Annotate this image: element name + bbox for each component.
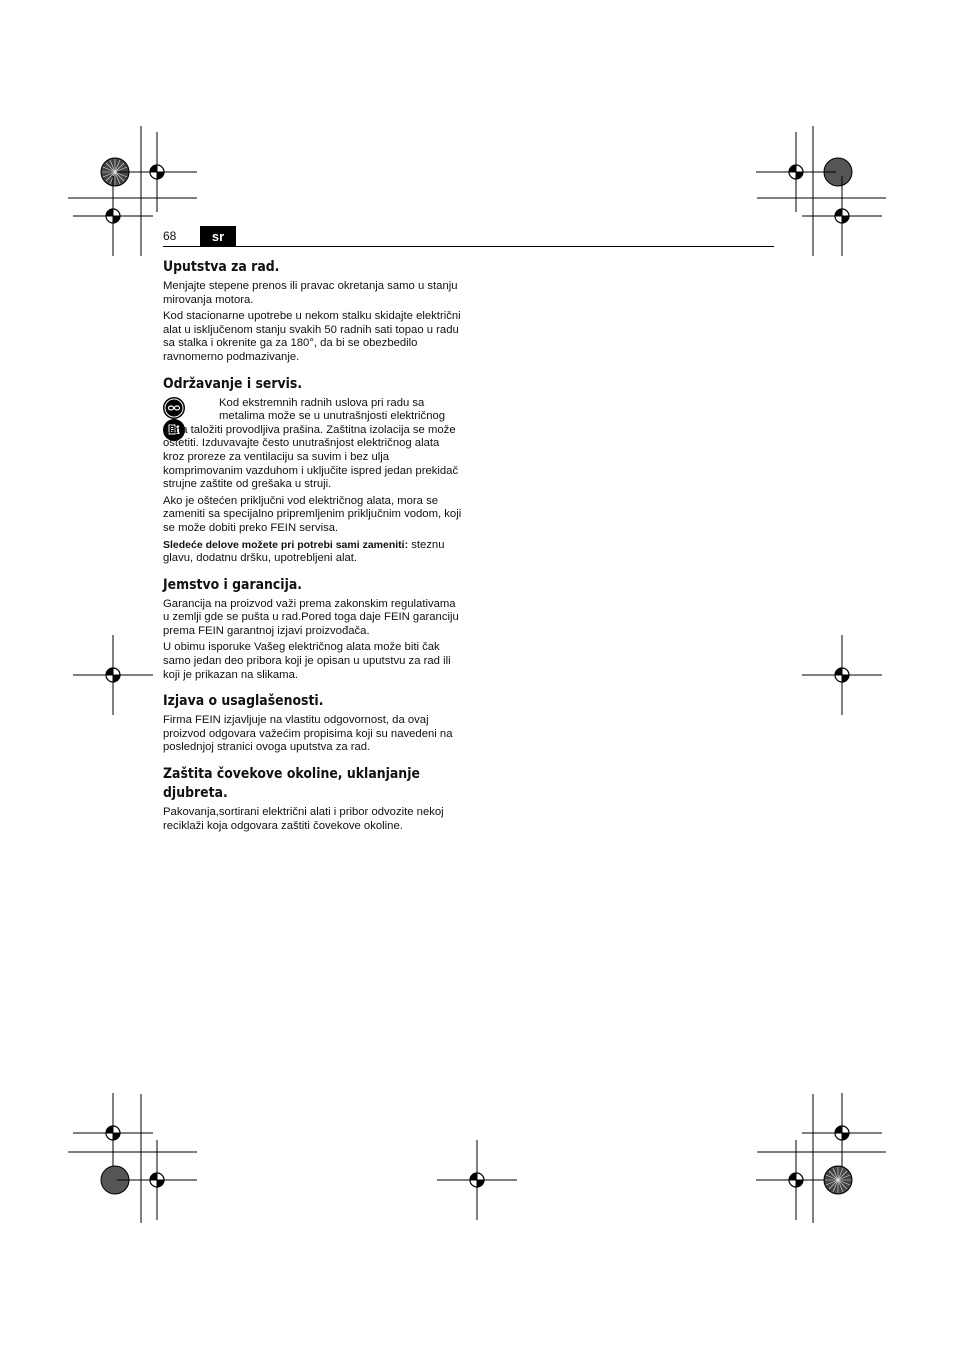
replaceable-parts [163,539,463,566]
paragraph: U obimu isporuke Vašeg električnog alata može biti čak samo jedan deo pribora koji je opisan u uputstvu za rad ili koji je prikazan na slikama. [163,641,451,681]
main-content [163,258,463,843]
replaceable-parts-lead: Sledeće delove možete pri potrebi sami zameniti: [163,538,409,551]
page-number: 68 [163,229,177,243]
safety-icons [163,397,215,421]
section-title: Izjava o usaglašenosti. [163,693,324,710]
paragraph: Firma FEIN izjavljuje na vlastitu odgovornost, da ovaj proizvod odgovara važećim propisima koji su navedeni na poslednjoj stranici ovoga uputstva za rad. [163,714,453,754]
section-title: Jemstvo i garancija. [163,576,303,593]
section-operating-instructions [163,258,463,365]
section-title: Zaštita čovekove okoline, uklanjanje djubreta. [163,766,420,802]
goggles-icon [163,397,185,419]
header-rule [163,246,774,247]
paragraph: Kod stacionarne upotrebe u nekom stalku skidajte električni alat u isključenom stanju svakih 50 radnih sati topao u radu sa stalka i okrenite ga za 180°, da bi se obezbedilo ravnomerno podmazivanje. [163,310,461,363]
paragraph: Menjajte stepene prenos ili pravac okretanja samo u stanju mirovanja motora. [163,280,458,306]
section-declaration-of-conformity [163,692,463,755]
paragraph: Kod ekstremnih radnih uslova pri radu sa metalima može se u unutrašnjosti električnog alata taložiti provodljiva prašina. Zaštitna izolacija se može oštetiti. Izduvavajte često unutrašnjost električnog alata kroz proreze za ventilaciju sa suvim i bez ulja komprimovanim vazduhom i uključite ispred jedan prekidač strujne zaštite od grešaka u struji. [163,396,459,491]
replaceable-parts-list: steznu glavu, dodatnu dršku, upotrebljeni alat. [163,538,445,565]
paragraph: Garancija na proizvod važi prema zakonskim regulativama u zemlji gde se pušta u rad.Pored toga daje FEIN garanciju prema FEIN garantnoj izjavi proizvođača. [163,597,459,637]
section-warranty [163,576,463,683]
paragraph: Pakovanja,sortirani električni alati i pribor odvozite nekoj reciklaži koja odgovara zaštiti čovekove okoline. [163,806,444,832]
section-maintenance [163,375,463,566]
page-header [163,226,774,248]
language-tab: sr [200,226,236,246]
section-title: Uputstva za rad. [163,259,280,275]
paragraph: Ako je oštećen priključni vod električnog alata, mora se zameniti sa specijalno pripremljenim priključnim vodom, koji se može dobiti preko FEIN servisa. [163,494,462,534]
section-title: Održavanje i servis. [163,375,303,392]
section-environment-disposal [163,765,463,833]
